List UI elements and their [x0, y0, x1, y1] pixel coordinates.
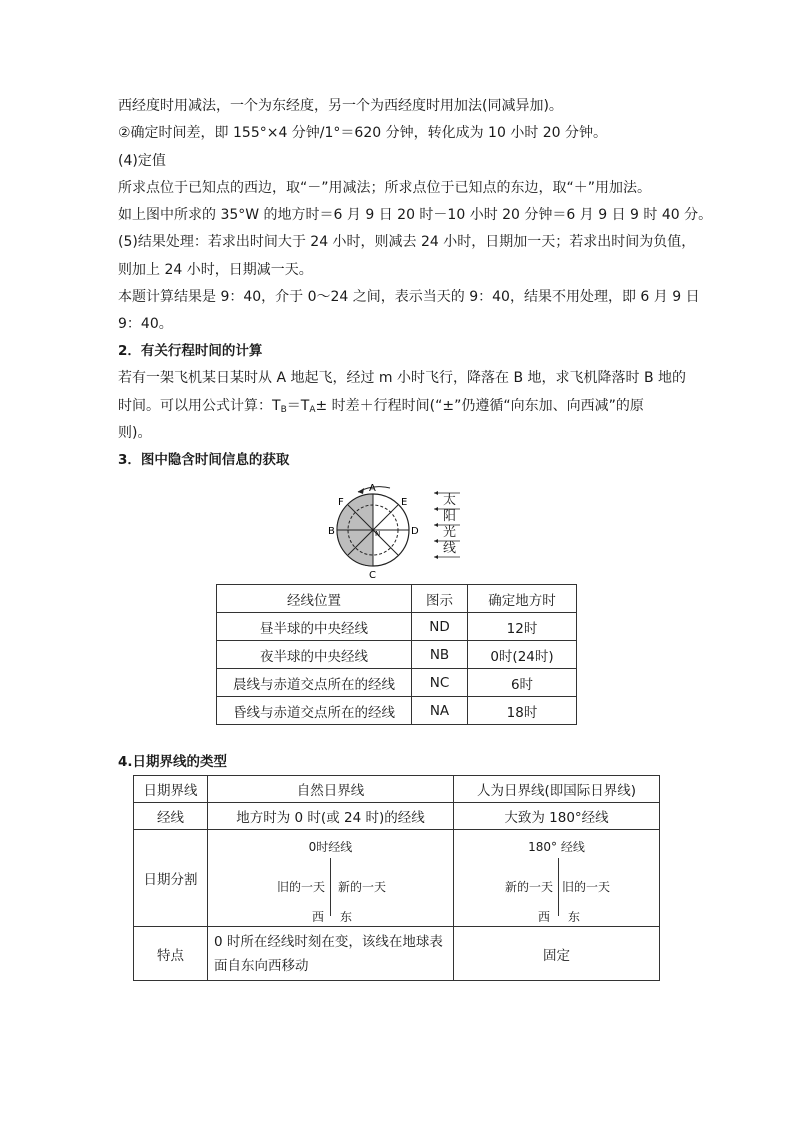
point-label-c: C: [369, 570, 376, 580]
new-day-label: 新的一天: [338, 880, 387, 894]
paragraph-line: 所求点位于已知点的西边，取“－”用减法；所求点位于已知点的东边，取“＋”用加法。: [118, 180, 652, 196]
paragraph-line: 如上图中所求的 35°W 的地方时＝6 月 9 日 20 时－10 小时 20 分钟＝6 月 9 日 9 时 40 分。: [118, 207, 713, 223]
table-row: [217, 697, 577, 725]
point-label-a: A: [369, 483, 376, 494]
table-header: 人为日界线(即国际日界线): [454, 776, 660, 803]
table-cell: NC: [412, 669, 468, 697]
table-header: 经线位置: [217, 585, 412, 613]
east-label: 东: [340, 910, 353, 924]
table-header: 自然日界线: [208, 776, 454, 803]
sunlight-label-char: 太: [443, 493, 457, 508]
table-cell: 特点: [134, 927, 208, 981]
table-header: 确定地方时: [468, 585, 577, 613]
point-label-e: E: [401, 497, 408, 508]
formula-text: ＝T: [286, 398, 310, 414]
paragraph-line: 若有一架飞机某日某时从 A 地起飞，经过 m 小时飞行，降落在 B 地，求飞机降落时 B 地的: [118, 370, 687, 386]
point-label-b: B: [328, 526, 335, 537]
table-header: 图示: [412, 585, 468, 613]
west-label: 西: [538, 910, 551, 924]
paragraph-line: 西经度时用减法，一个为东经度，另一个为西经度时用加法(同减异加)。: [118, 98, 563, 114]
table-cell: 大致为 180°经线: [454, 803, 660, 830]
table-cell: ND: [412, 613, 468, 641]
section-heading: 4.日期界线的类型: [118, 754, 228, 770]
table-row: [217, 613, 577, 641]
sunlight-label-char: 线: [443, 541, 457, 556]
table-row: [217, 669, 577, 697]
table-cell: 日期分割: [134, 830, 208, 927]
table-cell: 地方时为 0 时(或 24 时)的经线: [208, 803, 454, 830]
table-cell: 夜半球的中央经线: [217, 641, 412, 669]
table-cell: 昏线与赤道交点所在的经线: [217, 697, 412, 725]
artificial-division-cell: [454, 830, 660, 927]
table-cell: 晨线与赤道交点所在的经线: [217, 669, 412, 697]
table-cell: 0时(24时): [468, 641, 577, 669]
table-row: [217, 641, 577, 669]
paragraph-line: 9：40。: [118, 316, 173, 332]
table-cell: 12时: [468, 613, 577, 641]
section-heading: 3．图中隐含时间信息的获取: [118, 452, 290, 468]
table-row: [134, 830, 660, 927]
point-label-f: F: [338, 497, 344, 508]
meridian-label: 180° 经线: [528, 840, 585, 854]
subscript-a: A: [309, 405, 316, 415]
table-cell: NB: [412, 641, 468, 669]
table-cell: 6时: [468, 669, 577, 697]
paragraph-line: 则)。: [118, 425, 152, 441]
table-row: [134, 803, 660, 830]
paragraph-line: 本题计算结果是 9：40，介于 0～24 之间，表示当天的 9：40，结果不用处理，即 6 月 9 日: [118, 289, 700, 305]
date-line-table: [133, 775, 660, 981]
feature-text-line: 面自东向西移动: [214, 957, 309, 974]
west-label: 西: [312, 910, 325, 924]
table-header: 日期界线: [134, 776, 208, 803]
formula-line: [118, 396, 644, 420]
formula-text: ± 时差＋行程时间(“±”仍遵循“向东加、向西减”的原: [315, 398, 644, 414]
meridian-label: 0时经线: [308, 840, 353, 854]
sunlight-label-char: 阳: [443, 509, 457, 524]
sunlight-label-char: 光: [443, 525, 457, 540]
natural-division-cell: [208, 830, 454, 927]
step-heading: (4)定值: [118, 153, 166, 169]
section-heading: 2．有关行程时间的计算: [118, 343, 263, 359]
meridian-time-table: [216, 584, 577, 725]
old-day-label: 旧的一天: [276, 880, 325, 894]
formula-text: 时间。可以用公式计算：T: [118, 398, 281, 414]
point-label-d: D: [411, 526, 419, 537]
table-cell: 固定: [454, 927, 660, 981]
east-label: 东: [568, 910, 581, 924]
paragraph-line: ②确定时间差，即 155°×4 分钟/1°＝620 分钟，转化成为 10 小时 20 分钟。: [118, 125, 608, 141]
subscript-b: B: [280, 405, 287, 415]
paragraph-line: (5)结果处理：若求出时间大于 24 小时，则减去 24 小时，日期加一天；若求出时间为负值，: [118, 234, 696, 250]
date-line-mark: [330, 858, 331, 916]
table-row: [134, 927, 660, 981]
new-day-label: 新的一天: [504, 880, 553, 894]
paragraph-line: 则加上 24 小时，日期减一天。: [118, 262, 313, 278]
point-label-n: N: [375, 530, 381, 538]
old-day-label: 旧的一天: [562, 880, 611, 894]
table-cell: 昼半球的中央经线: [217, 613, 412, 641]
table-cell: 经线: [134, 803, 208, 830]
table-cell: [208, 927, 454, 981]
feature-text-line: 0 时所在经线时刻在变，该线在地球表: [214, 933, 443, 950]
table-cell: NA: [412, 697, 468, 725]
table-cell: 18时: [468, 697, 577, 725]
date-line-mark: [558, 858, 559, 916]
